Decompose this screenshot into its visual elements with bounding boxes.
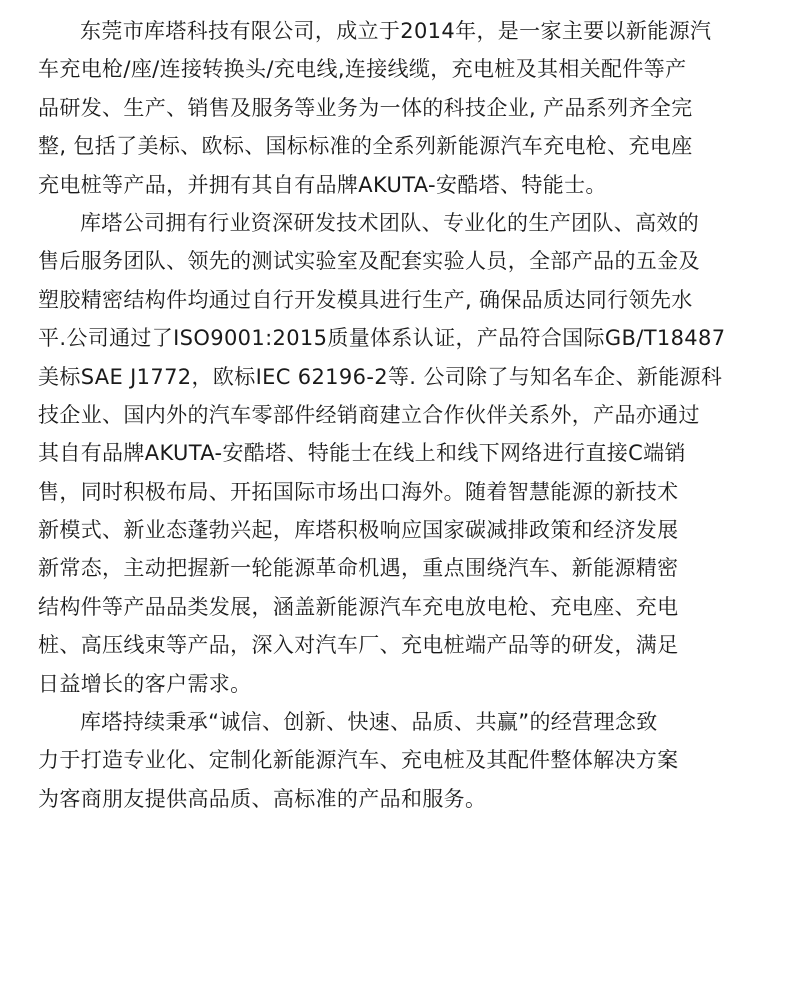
text-line: 塑胶精密结构件均通过自行开发模具进行生产, 确保品质达同行领先水 [38,287,693,312]
paragraph-2 [38,204,762,703]
text-line: 库塔持续秉承“诚信、创新、快速、品质、共赢”的经营理念致 [80,710,658,735]
company-profile-document [38,12,762,818]
text-line: 车充电枪/座/连接转换头/充电线,连接线缆，充电桩及其相关配件等产 [38,57,687,82]
text-line: 售，同时积极布局、开拓国际市场出口海外。随着智慧能源的新技术 [38,479,679,504]
text-line: 售后服务团队、领先的测试实验室及配套实验人员，全部产品的五金及 [38,249,700,274]
text-line: 桩、高压线束等产品，深入对汽车厂、充电桩端产品等的研发，满足 [38,633,679,658]
text-line: 为客商朋友提供高品质、高标准的产品和服务。 [38,786,487,811]
paragraph-3 [38,703,762,818]
text-line: 新模式、新业态蓬勃兴起，库塔积极响应国家碳减排政策和经济发展 [38,518,679,543]
text-line: 技企业、国内外的汽车零部件经销商建立合作伙伴关系外，产品亦通过 [38,402,700,427]
paragraph-1 [38,12,762,204]
text-line: 充电桩等产品，并拥有其自有品牌AKUTA-安酷塔、特能士。 [38,172,607,197]
text-line: 库塔公司拥有行业资深研发技术团队、专业化的生产团队、高效的 [80,210,700,235]
text-line: 整, 包括了美标、欧标、国标标准的全系列新能源汽车充电枪、充电座 [38,134,693,159]
text-line: 新常态，主动把握新一轮能源革命机遇，重点围绕汽车、新能源精密 [38,556,679,581]
text-line: 东莞市库塔科技有限公司，成立于2014年，是一家主要以新能源汽 [80,19,712,43]
text-line: 其自有品牌AKUTA-安酷塔、特能士在线上和线下网络进行直接C端销 [38,441,686,466]
text-line: 平.公司通过了ISO9001:2015质量体系认证，产品符合国际GB/T18487 [38,326,726,351]
text-line: 美标SAE J1772，欧标IEC 62196-2等. 公司除了与知名车企、新能源科 [38,364,723,389]
text-line: 品研发、生产、销售及服务等业务为一体的科技企业, 产品系列齐全完 [38,95,693,120]
text-line: 日益增长的客户需求。 [38,671,252,696]
text-line: 结构件等产品品类发展，涵盖新能源汽车充电放电枪、充电座、充电 [38,594,679,619]
text-line: 力于打造专业化、定制化新能源汽车、充电桩及其配件整体解决方案 [38,748,679,773]
